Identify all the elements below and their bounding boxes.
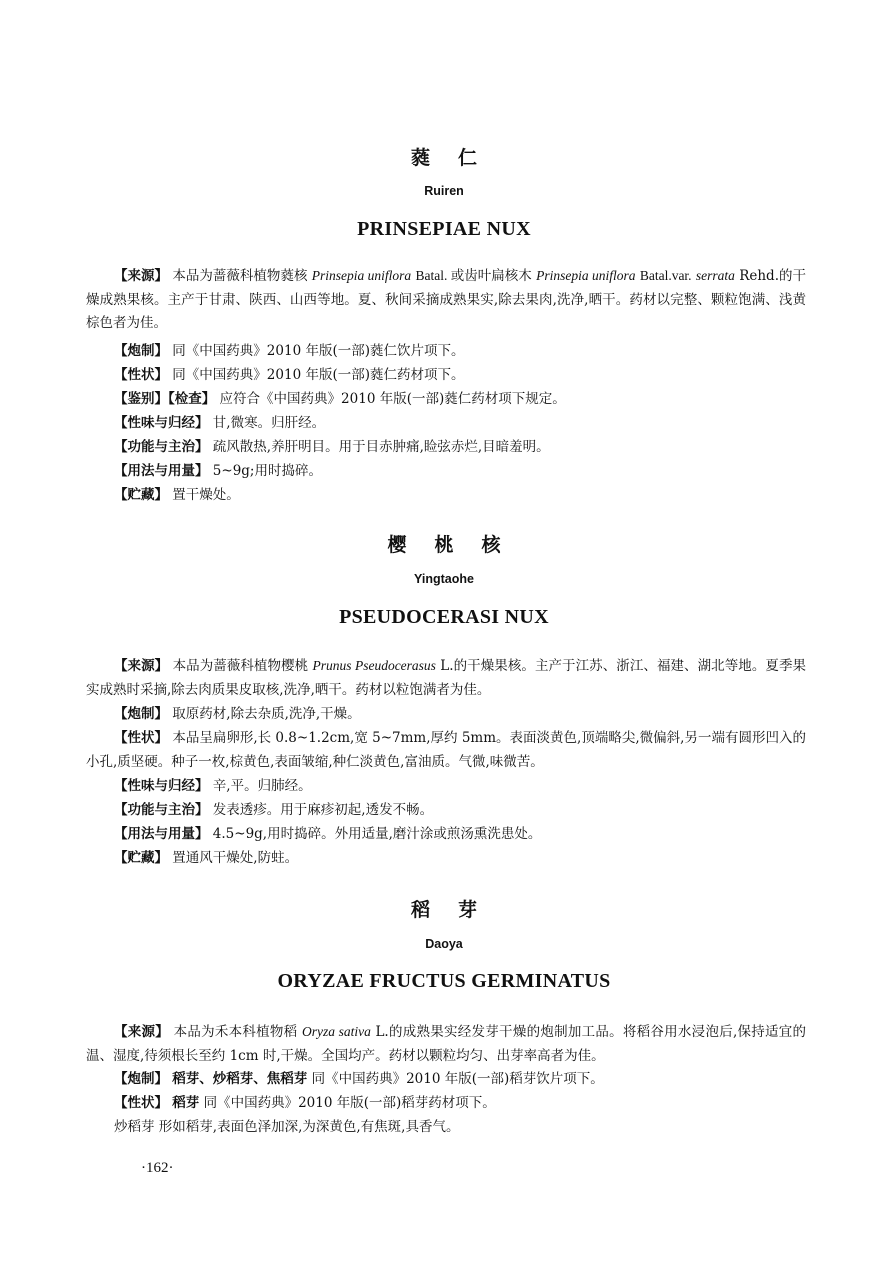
section-sublabel: 稻芽、炒稻芽、焦稻芽 xyxy=(172,1071,308,1087)
storage-line xyxy=(86,847,806,871)
entry-title-pinyin: Daoya xyxy=(425,937,463,951)
processing-line xyxy=(86,1068,806,1092)
paragraph-text: 同《中国药典》2010 年版(一部)稻芽药材项下。 xyxy=(203,1095,496,1111)
nature-line xyxy=(86,775,806,799)
paragraph-text: 取原药材,除去杂质,洗净,干燥。 xyxy=(172,706,361,722)
species-name: Prunus Pseudocerasus xyxy=(312,658,436,673)
entry-title-latin: PSEUDOCERASI NUX xyxy=(339,606,549,628)
usage-line xyxy=(86,460,806,484)
function-line xyxy=(86,436,806,460)
storage-line xyxy=(86,484,806,508)
paragraph-text: 同《中国药典》2010 年版(一部)稻芽饮片项下。 xyxy=(311,1071,604,1087)
entry-title-chinese: 樱桃核 xyxy=(387,534,529,556)
section-label: 【来源】 xyxy=(114,1024,170,1040)
paragraph-text: 4.5~9g,用时捣碎。外用适量,磨汁涂或煎汤熏洗患处。 xyxy=(212,826,542,842)
paragraph-text: 置干燥处。 xyxy=(172,487,240,503)
nature-line xyxy=(86,412,806,436)
source-paragraph xyxy=(86,1020,806,1068)
processing-line xyxy=(86,703,806,727)
character-line xyxy=(86,364,806,388)
paragraph-text: 本品为禾本科植物稻 xyxy=(173,1024,298,1040)
section-label: 【功能与主治】 xyxy=(114,439,209,455)
paragraph-text: 应符合《中国药典》2010 年版(一部)蕤仁药材项下规定。 xyxy=(219,391,566,407)
entry-title-pinyin: Ruiren xyxy=(424,184,464,198)
section-label: 【鉴别】【检查】 xyxy=(114,391,216,407)
section-sublabel: 炒稻芽 xyxy=(114,1119,155,1135)
paragraph-text: L.的干燥果核。主产于江苏、浙江、福建、湖北等地。夏季果实成熟时采摘,除去肉质果皮取核,洗净,晒干。药材以粒饱满者为佳。 xyxy=(86,658,807,698)
species-name: Prinsepia uniflora xyxy=(536,268,636,283)
source-paragraph xyxy=(86,654,806,702)
paragraph-text: Rehd.的干燥成熟果核。主产于甘肃、陕西、山西等地。夏、秋间采摘成熟果实,除去果肉,洗净,晒干。药材以完整、颗粒饱满、浅黄棕色者为佳。 xyxy=(86,268,807,331)
section-label: 【贮藏】 xyxy=(114,850,168,866)
character-line xyxy=(86,1092,806,1116)
fried-rice-sprout-line xyxy=(86,1116,806,1140)
paragraph-text: Batal.var. xyxy=(639,268,692,283)
section-label: 【性味与归经】 xyxy=(114,778,209,794)
paragraph-text: 形如稻芽,表面色泽加深,为深黄色,有焦斑,具香气。 xyxy=(158,1119,460,1135)
source-paragraph xyxy=(86,264,806,336)
entry-title-latin: PRINSEPIAE NUX xyxy=(357,218,531,240)
character-paragraph xyxy=(86,727,806,774)
section-label: 【性状】 xyxy=(114,1095,168,1111)
entry-title-latin: ORYZAE FRUCTUS GERMINATUS xyxy=(277,970,611,992)
function-line xyxy=(86,799,806,823)
species-name: Oryza sativa xyxy=(302,1024,371,1039)
section-label: 【性状】 xyxy=(114,367,168,383)
identification-line xyxy=(86,388,806,412)
section-label: 【性味与归经】 xyxy=(114,415,209,431)
entry-title-chinese: 稻芽 xyxy=(410,899,505,921)
paragraph-text: 疏风散热,养肝明目。用于目赤肿痛,睑弦赤烂,目暗羞明。 xyxy=(212,439,550,455)
entry-title-chinese: 蕤仁 xyxy=(410,147,505,169)
paragraph-text: Batal. 或齿叶扁核木 xyxy=(415,268,532,283)
paragraph-text: 发表透疹。用于麻疹初起,透发不畅。 xyxy=(212,802,434,818)
paragraph-text: 甘,微寒。归肝经。 xyxy=(212,415,326,431)
paragraph-text: 同《中国药典》2010 年版(一部)蕤仁饮片项下。 xyxy=(172,343,465,359)
section-label: 【炮制】 xyxy=(114,706,168,722)
paragraph-text: 同《中国药典》2010 年版(一部)蕤仁药材项下。 xyxy=(172,367,465,383)
usage-line xyxy=(86,823,806,847)
section-label: 【来源】 xyxy=(114,658,169,674)
section-label: 【炮制】 xyxy=(114,1071,168,1087)
section-label: 【用法与用量】 xyxy=(114,826,209,842)
species-name: Prinsepia uniflora xyxy=(311,268,412,283)
section-label: 【贮藏】 xyxy=(114,487,168,503)
species-name: serrata xyxy=(695,268,735,283)
processing-line xyxy=(86,340,806,364)
paragraph-text: 本品呈扁卵形,长 0.8~1.2cm,宽 5~7mm,厚约 5mm。表面淡黄色,顶端略尖,微偏斜,另一端有圆形凹入的小孔,质坚硬。种子一枚,棕黄色,表面皱缩,种仁淡黄色,富油质。气微,味微苦。 xyxy=(86,730,806,770)
section-label: 【炮制】 xyxy=(114,343,168,359)
section-label: 【来源】 xyxy=(114,268,169,284)
section-label: 【性状】 xyxy=(114,730,169,746)
entry-title-pinyin: Yingtaohe xyxy=(414,572,474,586)
paragraph-text: 置通风干燥处,防蛀。 xyxy=(172,850,299,866)
paragraph-text: 辛,平。归肺经。 xyxy=(212,778,312,794)
section-sublabel: 稻芽 xyxy=(172,1095,200,1111)
page-number: ·162· xyxy=(141,1160,174,1176)
paragraph-text: 本品为蔷薇科植物樱桃 xyxy=(172,658,309,674)
section-label: 【功能与主治】 xyxy=(114,802,209,818)
section-label: 【用法与用量】 xyxy=(114,463,209,479)
paragraph-text: 本品为蔷薇科植物蕤核 xyxy=(172,268,308,284)
paragraph-text: 5~9g;用时捣碎。 xyxy=(212,463,322,479)
paragraph-text: L.的成熟果实经发芽干燥的炮制加工品。将稻谷用水浸泡后,保持适宜的温、湿度,待须根长至约 1cm 时,干燥。全国均产。药材以颗粒均匀、出芽率高者为佳。 xyxy=(86,1024,807,1064)
